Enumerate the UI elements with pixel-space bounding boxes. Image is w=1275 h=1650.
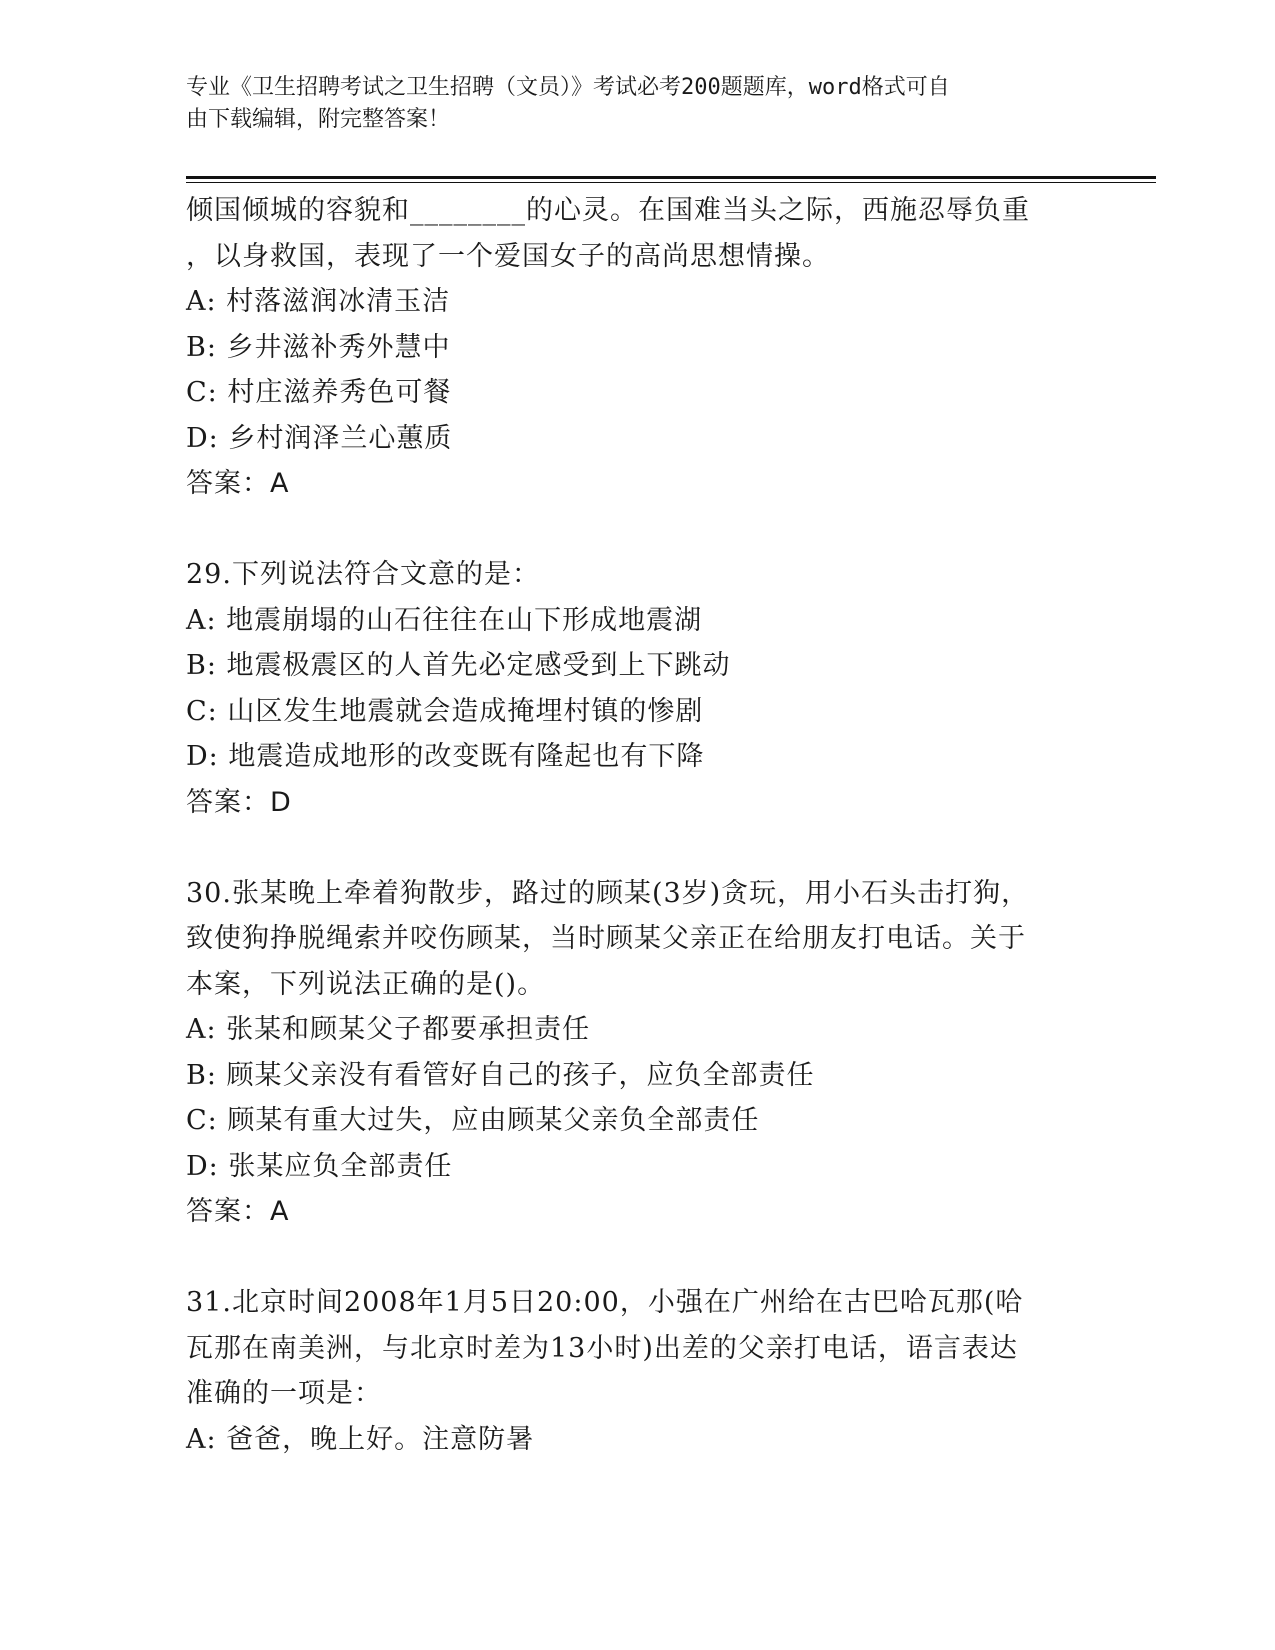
question-text: 瓦那在南美洲，与北京时差为13小时)出差的父亲打电话，语言表达 — [186, 1332, 1018, 1364]
answer: 答案：A — [186, 468, 290, 499]
option-c: C: 山区发生地震就会造成掩埋村镇的惨剧 — [186, 695, 704, 727]
question-30 — [186, 871, 1086, 1235]
question-text: 29.下列说法符合文意的是： — [186, 559, 540, 590]
option-a: A: 村落滋润冰清玉洁 — [186, 286, 451, 317]
question-text: 准确的一项是： — [186, 1378, 382, 1409]
spacer — [186, 507, 1086, 553]
option-c: C: 村庄滋养秀色可餐 — [186, 377, 452, 408]
option-a: A: 地震崩塌的山石往往在山下形成地震湖 — [186, 604, 703, 636]
question-text: 致使狗挣脱绳索并咬伤顾某，当时顾某父亲正在给朋友打电话。关于 — [186, 923, 1026, 954]
question-text: 31.北京时间2008年1月5日20:00，小强在广州给在古巴哈瓦那(哈 — [186, 1287, 1024, 1318]
document-header — [186, 72, 1086, 136]
question-text: 本案，下列说法正确的是()。 — [186, 968, 546, 1000]
option-b: B: 顾某父亲没有看管好自己的孩子，应负全部责任 — [186, 1059, 815, 1091]
header-divider-thick — [186, 176, 1156, 179]
option-d: D: 乡村润泽兰心蕙质 — [186, 422, 453, 454]
question-29 — [186, 552, 1086, 825]
question-text: 倾国倾城的容貌和________的心灵。在国难当头之际，西施忍辱负重 — [186, 195, 1030, 226]
option-d: D: 地震造成地形的改变既有隆起也有下降 — [186, 741, 705, 772]
option-d: D: 张某应负全部责任 — [186, 1150, 453, 1182]
answer: 答案：A — [186, 1196, 290, 1227]
header-divider-thin — [186, 182, 1156, 183]
option-b: B: 地震极震区的人首先必定感受到上下跳动 — [186, 650, 731, 681]
option-b: B: 乡井滋补秀外慧中 — [186, 331, 451, 363]
spacer — [186, 1235, 1086, 1281]
header-line-2: 由下载编辑，附完整答案！ — [186, 107, 451, 132]
option-c: C: 顾某有重大过失，应由顾某父亲负全部责任 — [186, 1105, 760, 1136]
question-text: 30.张某晚上牵着狗散步，路过的顾某(3岁)贪玩，用小石头击打狗， — [186, 877, 1030, 909]
question-31 — [186, 1280, 1086, 1462]
option-a: A: 张某和顾某父子都要承担责任 — [186, 1014, 591, 1045]
question-28-continued — [186, 188, 1086, 507]
option-a: A: 爸爸，晚上好。注意防暑 — [186, 1423, 535, 1455]
spacer — [186, 825, 1086, 871]
question-text: ，以身救国，表现了一个爱国女子的高尚思想情操。 — [186, 240, 830, 272]
header-line-1: 专业《卫生招聘考试之卫生招聘（文员）》考试必考200题题库，word格式可自 — [186, 75, 950, 100]
document-body — [186, 188, 1086, 1462]
answer: 答案：D — [186, 786, 292, 818]
